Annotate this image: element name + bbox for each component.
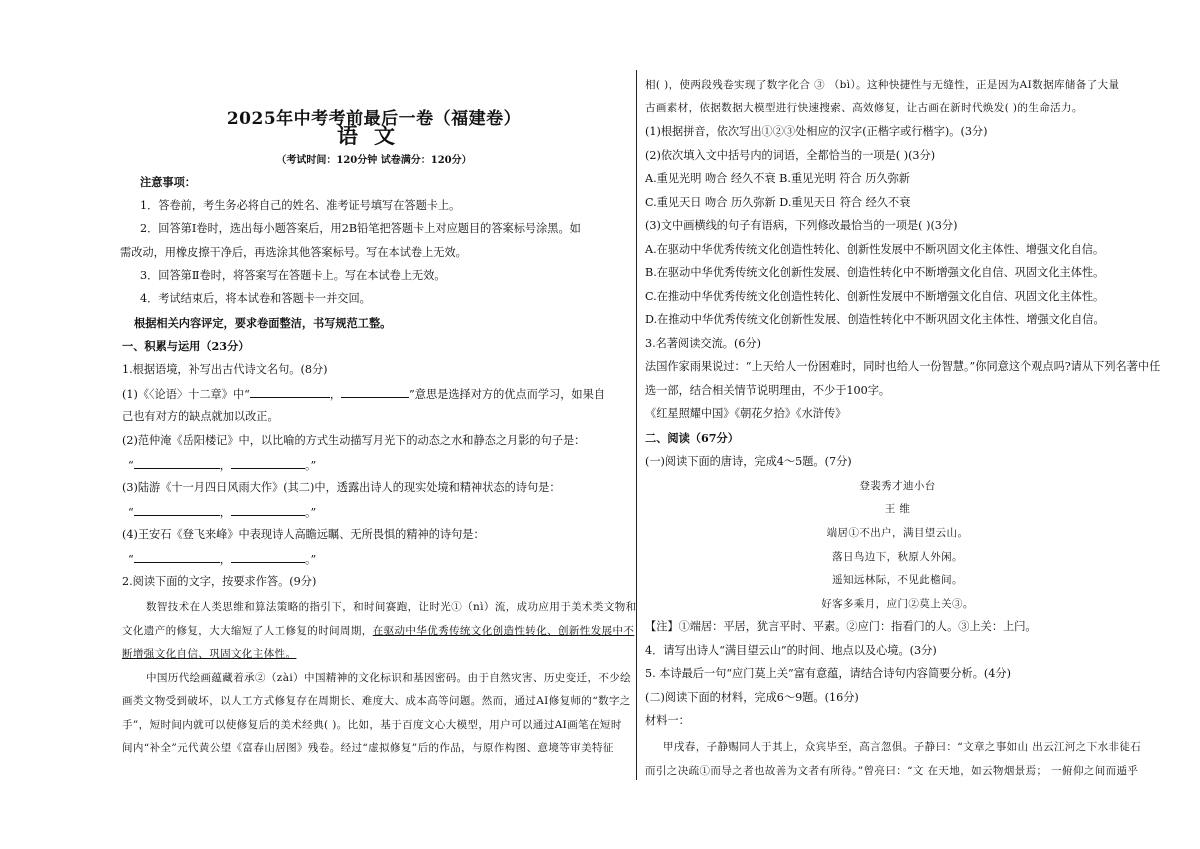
book-list: 《红星照耀中国》《朝花夕拾》《水浒传》 bbox=[645, 407, 847, 420]
q1-1-cont: 己也有对方的缺点就加以改正。 bbox=[122, 410, 279, 423]
notice-item-2-cont: 需改动，用橡皮擦干净后，再选涂其他答案标号。写在本试卷上无效。 bbox=[120, 246, 467, 259]
q1-3-prompt: (3)陆游《十一月四日风雨大作》(其二)中，透露出诗人的现实处境和精神状态的诗句是： bbox=[122, 481, 561, 494]
q1-1-line bbox=[122, 386, 605, 402]
comma: ， bbox=[219, 506, 231, 519]
poem-line: 端居①不出户，满目望云山。 bbox=[826, 527, 969, 539]
comma: ， bbox=[219, 459, 231, 472]
quote-close: 。” bbox=[304, 553, 317, 566]
q1-1-text: (1)《〈论语〉十二章》中“ bbox=[122, 388, 250, 401]
option-cd: C.重见天日 吻合 历久弥新 D.重见天日 符合 经久不衰 bbox=[645, 196, 911, 209]
passage-text: 数智技术在人类思维和算法策略的指引下，和时间赛跑，让时光 bbox=[146, 601, 452, 613]
quote-open: “ bbox=[128, 553, 134, 566]
quote-close: 。” bbox=[304, 506, 317, 519]
subject-title: 语文 bbox=[337, 123, 411, 148]
notice-heading: 注意事项： bbox=[140, 175, 196, 189]
option-d: D.在推动中华优秀传统文化创新性发展、创造性转化中不断巩固文化主体性、增强文化自信。 bbox=[645, 313, 1105, 326]
answer-blank[interactable] bbox=[134, 551, 220, 563]
answer-blank[interactable] bbox=[341, 386, 409, 398]
passage-line: 中国历代绘画蕴藏着承②（zài）中国精神的文化标识和基因密码。由于自然灾害、历史变迁，不少绘 bbox=[146, 672, 632, 684]
material-text: 而引之决疏①而导之者也故善为文者有所待。”曾亮曰：“文 在天地，如云物烟景焉； 一俯仰之间而遁乎 bbox=[645, 765, 1139, 777]
q1-1-comma: ， bbox=[329, 388, 342, 401]
passage-text: 文化遗产的修复，大大缩短了人工修复的时间周期， bbox=[122, 625, 373, 637]
material-label: 材料一： bbox=[645, 714, 690, 727]
quote-open: “ bbox=[128, 459, 134, 472]
q3-prompt: 3.名著阅读交流。(6分) bbox=[645, 337, 762, 350]
poem-section-prompt: (一)阅读下面的唐诗，完成4～5题。(7分) bbox=[645, 455, 852, 468]
underlined-sentence: 断增强文化自信、巩固文化主体性。 bbox=[122, 648, 297, 660]
passage-line: 古画素材，依据数据大模型进行快速搜索、高效修复，让古画在新时代焕发( )的生命活力。 bbox=[645, 102, 1083, 114]
notice-emphasis: 根据相关内容评定，要求卷面整洁，书写规范工整。 bbox=[134, 316, 392, 330]
answer-blank[interactable] bbox=[134, 457, 220, 469]
exam-title: 2025年中考考前最后一卷（福建卷） bbox=[226, 109, 522, 129]
passage-line bbox=[146, 600, 637, 614]
passage-line bbox=[122, 624, 634, 638]
q2-2-prompt: (2)依次填入文中括号内的词语，全都恰当的一项是( )(3分) bbox=[645, 149, 936, 162]
passage-line: 手”，短时间内就可以使修复后的美术经典( )。比如，基于百度文心大模型，用户可以通过AI画笔在短时 bbox=[122, 719, 622, 731]
q5-prompt: 5. 本诗最后一句“应门莫上关”富有意蕴，请结合诗句内容简要分析。(4分) bbox=[645, 667, 1011, 680]
answer-blank[interactable] bbox=[231, 457, 305, 469]
answer-blank[interactable] bbox=[231, 504, 305, 516]
passage-text: ①（nì）流，成功应用于美术类文物和 bbox=[451, 601, 637, 613]
answer-blank[interactable] bbox=[231, 551, 305, 563]
section1-heading: 一、积累与运用（23分） bbox=[122, 339, 250, 353]
underlined-sentence: 在驱动中华优秀传统文化创造性转化、创新性发展中不 bbox=[372, 625, 635, 637]
passage-line: 间内“补全”元代黄公望《富春山居图》残卷。经过“虚拟修复”后的作品，与原作构图、意境等审美特征 bbox=[122, 742, 614, 754]
q1-4-answer bbox=[128, 551, 316, 567]
column-divider bbox=[636, 70, 637, 780]
answer-blank[interactable] bbox=[134, 504, 220, 516]
poem-line: 落日鸟边下，秋原人外闲。 bbox=[832, 551, 963, 563]
notice-item-3: 3．回答第Ⅱ卷时，将答案写在答题卡上。写在本试卷上无效。 bbox=[140, 269, 446, 282]
material-text: 甲戌春，子静赐同人于其上，众宾毕至，高言忽俱。子静曰：“文章之事如山 出云江河之下水非徒石 bbox=[663, 741, 1142, 753]
passage-line: 画类文物受到破坏，以人工方式修复存在周期长、难度大、成本高等问题。然而，通过AI修复师的“数字之 bbox=[122, 695, 631, 707]
reading-section-prompt: (二)阅读下面的材料，完成6～9题。(16分) bbox=[645, 691, 859, 704]
option-b: B.在驱动中华优秀传统文化创新性发展、创造性转化中不断增强文化自信、巩固文化主体性。 bbox=[645, 266, 1105, 279]
notice-item-4: 4．考试结束后，将本试卷和答题卡一并交回。 bbox=[140, 292, 371, 305]
comma: ， bbox=[219, 553, 231, 566]
answer-blank[interactable] bbox=[250, 386, 330, 398]
q3-quote-cont: 选一部，结合相关情节说明理由，不少于100字。 bbox=[645, 384, 891, 397]
q2-3-prompt: (3)文中画横线的句子有语病，下列修改最恰当的一项是( )(3分) bbox=[645, 219, 958, 232]
option-ab: A.重见光明 吻合 经久不衰 B.重见光明 符合 历久弥新 bbox=[645, 172, 910, 185]
quote-open: “ bbox=[128, 506, 134, 519]
poem-title: 登裴秀才迪小台 bbox=[859, 480, 936, 492]
q2-prompt: 2.阅读下面的文字，按要求作答。(9分) bbox=[122, 575, 317, 588]
poem-line: 遥知远林际，不见此檐间。 bbox=[832, 574, 963, 586]
notice-item-2: 2．回答第Ⅰ卷时，选出每小题答案后，用2B铅笔把答题卡上对应题目的答案标号涂黑。如 bbox=[140, 222, 581, 235]
poem-line: 好客多乘月，应门②莫上关③。 bbox=[821, 598, 974, 610]
q1-prompt: 1.根据语境，补写出古代诗文名句。(8分) bbox=[122, 363, 328, 376]
q1-4-prompt: (4)王安石《登飞来峰》中表现诗人高瞻远瞩、无所畏惧的精神的诗句是： bbox=[122, 528, 485, 541]
q1-2-answer bbox=[128, 457, 316, 473]
poem-note: 【注】①端居：平居，犹言平时、平素。②应门：指看门的人。③上关：上闩。 bbox=[645, 620, 1037, 633]
notice-item-1: 1．答卷前，考生务必将自己的姓名、准考证号填写在答题卡上。 bbox=[140, 199, 461, 212]
option-a: A.在驱动中华优秀传统文化创造性转化、创新性发展中不断巩固文化主体性、增强文化自信。 bbox=[645, 243, 1105, 256]
q2-1-prompt: (1)根据拼音，依次写出①②③处相应的汉字(正楷字或行楷字)。(3分) bbox=[645, 125, 988, 138]
passage-line: 相( )，使两段残卷实现了数字化合 ③ （bì）。这种快捷性与无缝性，正是因为AI数据库储备了大量 bbox=[645, 79, 1120, 91]
poem-author: 王 维 bbox=[884, 503, 911, 515]
exam-info: （考试时间：120分钟 试卷满分：120分） bbox=[276, 155, 472, 166]
q1-1-tail: ”意思是选择对方的优点而学习，如果自 bbox=[409, 388, 605, 401]
q1-2-prompt: (2)范仲淹《岳阳楼记》中，以比喻的方式生动描写月光下的动态之水和静态之月影的句子是： bbox=[122, 434, 586, 447]
section2-heading: 二、阅读（67分） bbox=[645, 431, 739, 445]
q3-quote: 法国作家雨果说过：“上天给人一份困难时，同时也给人一份智慧。”你同意这个观点吗?请从下列名著中任 bbox=[645, 360, 1161, 373]
option-c: C.在推动中华优秀传统文化创造性转化、创新性发展中不断增强文化自信、巩固文化主体性。 bbox=[645, 290, 1105, 303]
quote-close: 。” bbox=[304, 459, 317, 472]
q4-prompt: 4．请写出诗人“满目望云山”的时间、地点以及心境。(3分) bbox=[645, 644, 937, 657]
q1-3-answer bbox=[128, 504, 316, 520]
